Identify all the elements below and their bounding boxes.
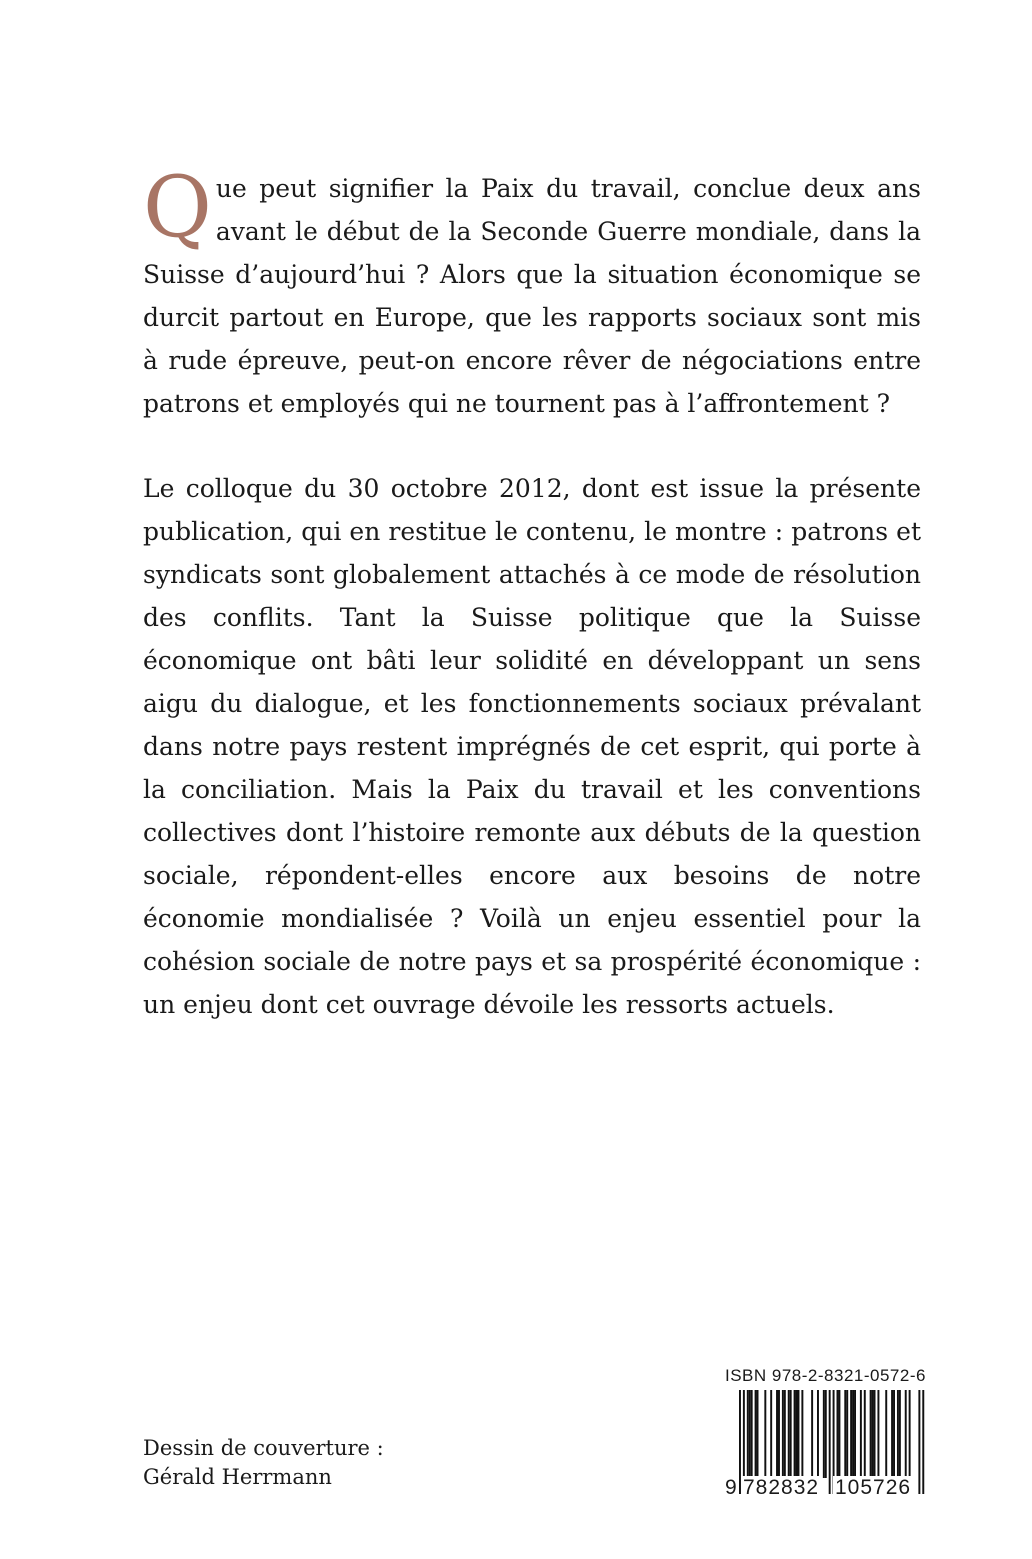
barcode-bar	[918, 1390, 920, 1494]
barcode-bar	[850, 1390, 852, 1478]
barcode-bar	[877, 1390, 879, 1478]
barcode-bar	[817, 1390, 819, 1478]
barcode-bar	[838, 1390, 840, 1478]
barcode-bar	[755, 1390, 757, 1478]
credit-artist: Gérald Herrmann	[143, 1465, 332, 1489]
barcode-bar	[776, 1390, 778, 1478]
barcode-bar	[784, 1390, 786, 1478]
barcode-bar	[794, 1390, 796, 1478]
barcode-bar	[778, 1390, 780, 1478]
barcode-bar	[874, 1390, 876, 1478]
blurb-paragraph-1	[143, 158, 921, 425]
barcode-bar	[885, 1390, 887, 1478]
barcode-bar	[852, 1390, 854, 1478]
barcode-bar	[796, 1390, 798, 1478]
barcode-bar	[788, 1390, 790, 1478]
barcode-bar	[864, 1390, 866, 1478]
barcode-bar	[825, 1390, 827, 1478]
barcode-bar	[905, 1390, 907, 1478]
barcode-bar	[870, 1390, 872, 1478]
barcode-bar	[770, 1390, 772, 1478]
paragraph-1-text: ue peut signifier la Paix du travail, conclue deux ans avant le début de la Seconde Guerre mondiale, dans la Suisse d’aujourd’hui ? Alors que la situation économique se durcit partout en Europe, que les rapports sociaux sont mis à rude épreuve, peut-on encore rêver de négociations entre patrons et employés qui ne tournent pas à l’affrontement ?	[143, 174, 921, 418]
barcode-bar	[837, 1390, 839, 1478]
cover-credit	[143, 1434, 384, 1492]
barcode-bar	[811, 1390, 813, 1478]
blurb-paragraph-2: Le colloque du 30 octobre 2012, dont est issue la présente publication, qui en restitue le contenu, le montre : patrons et syndicats sont globalement attachés à ce mode de résolution des conflits. Tant la Suisse politique que la Suisse économique ont bâti leur solidité en développant un sens aigu du dialogue, et les fonctionnements sociaux prévalant dans notre pays restent imprégnés de cet esprit, qui porte à la conciliation. Mais la Paix du travail et les conventions collectives dont l’histoire remonte aux débuts de la question sociale, répondent-elles encore aux besoins de notre économie mondialisée ? Voilà un enjeu essentiel pour la cohésion sociale de notre pays et sa prospérité économique : un enjeu dont cet ouvrage dévoile les ressorts actuels.	[143, 474, 921, 1019]
barcode-bar	[891, 1390, 893, 1478]
isbn-block	[725, 1366, 925, 1508]
credit-label: Dessin de couverture :	[143, 1436, 384, 1460]
barcode-bar	[749, 1390, 751, 1478]
barcode-bar	[872, 1390, 874, 1478]
barcode-digits-right: 105726	[835, 1476, 912, 1499]
barcode-bar	[801, 1390, 803, 1478]
barcode-bar	[893, 1390, 895, 1478]
barcode-bar	[757, 1390, 759, 1478]
barcode-bar	[747, 1390, 749, 1478]
barcode	[725, 1390, 925, 1508]
barcode-bar	[790, 1390, 792, 1478]
drop-cap: Q	[143, 158, 212, 256]
barcode-bar	[764, 1390, 766, 1478]
barcode-bar	[829, 1390, 831, 1494]
barcode-bar	[798, 1390, 800, 1478]
barcode-digits-left: 782832	[743, 1476, 820, 1499]
barcode-digit-first: 9	[725, 1476, 737, 1499]
barcode-bar	[899, 1390, 901, 1478]
barcode-bar	[860, 1390, 862, 1478]
barcode-bar	[823, 1390, 825, 1478]
barcode-bar	[844, 1390, 846, 1478]
barcode-bar	[782, 1390, 784, 1478]
barcode-bar	[854, 1390, 856, 1478]
barcode-bar	[897, 1390, 899, 1478]
barcode-bar	[909, 1390, 911, 1478]
barcode-bar	[751, 1390, 753, 1478]
isbn-label: ISBN 978-2-8321-0572-6	[725, 1366, 926, 1385]
barcode-bar	[846, 1390, 848, 1478]
barcode-bar	[922, 1390, 924, 1494]
